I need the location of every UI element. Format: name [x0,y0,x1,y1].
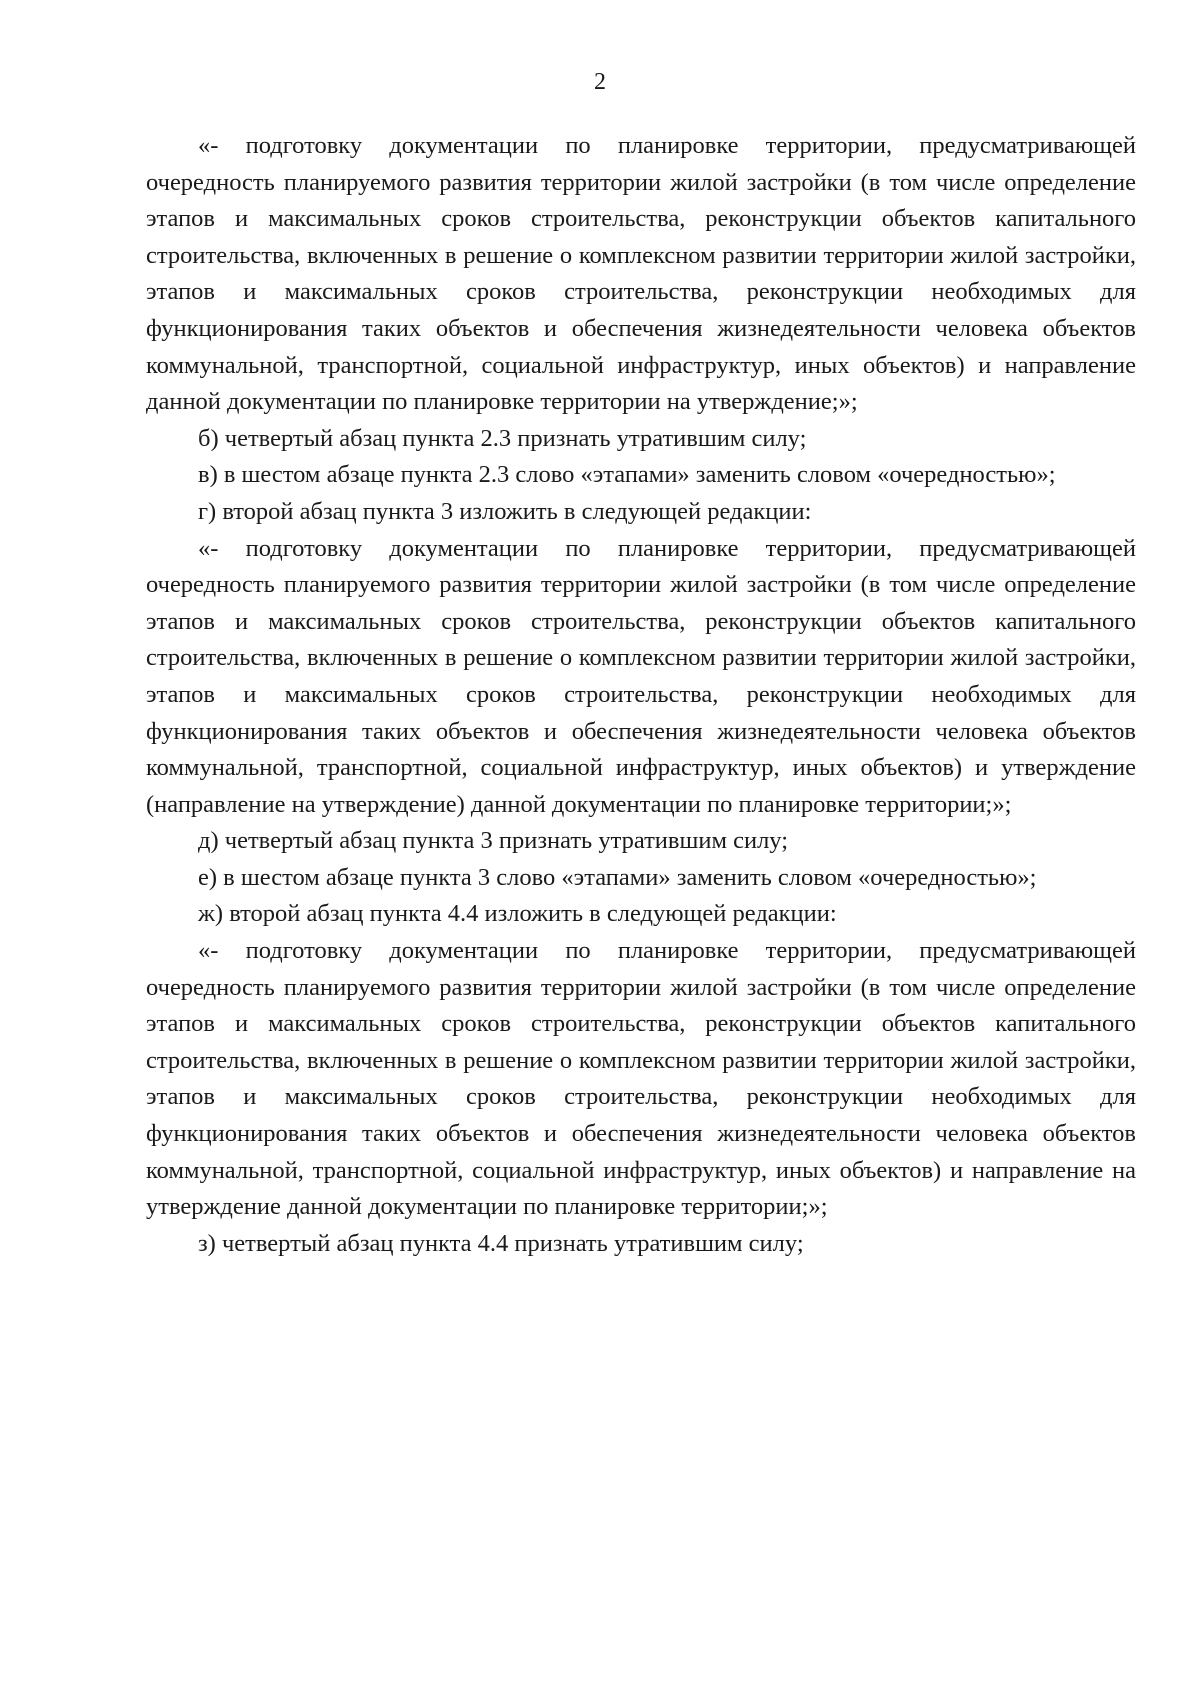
paragraph-item-d: д) четвертый абзац пункта 3 признать утратившим силу; [198,827,789,855]
paragraph-item-g: г) второй абзац пункта 3 изложить в следующей редакции: [198,497,812,525]
paragraph-item-v: в) в шестом абзаце пункта 2.3 слово «этапами» заменить словом «очередностью»; [198,461,1056,489]
paragraph-item-e: е) в шестом абзаце пункта 3 слово «этапами» заменить словом «очередностью»; [198,863,1037,891]
paragraph-item-zh: ж) второй абзац пункта 4.4 изложить в следующей редакции: [198,900,837,928]
document-body [146,128,1136,1262]
paragraph-item-b: б) четвертый абзац пункта 2.3 признать утратившим силу; [198,424,807,452]
paragraph-quote-3: «- подготовку документации по планировке территории, предусматривающей очередность планируемого развития территории жилой застройки (в том числе определение этапов и максимальных сроков строительства, реконструкции объектов капитального строительства, включенных в решение о комплексном развитии территории жилой застройки, этапов и максимальных сроков строительства, реконструкции необходимых для функционирования таких объектов и обеспечения жизнедеятельности человека объектов коммунальной, транспортной, социальной инфраструктур, иных объектов) и направление на утверждение данной документации по планировке территории;»; [146,937,1136,1221]
paragraph-quote-1: «- подготовку документации по планировке территории, предусматривающей очередность планируемого развития территории жилой застройки (в том числе определение этапов и максимальных сроков строительства, реконструкции объектов капитального строительства, включенных в решение о комплексном развитии территории жилой застройки, этапов и максимальных сроков строительства, реконструкции необходимых для функционирования таких объектов и обеспечения жизнедеятельности человека объектов коммунальной, транспортной, социальной инфраструктур, иных объектов) и направление данной документации по планировке территории на утверждение;»; [146,132,1136,416]
paragraph-item-z: з) четвертый абзац пункта 4.4 признать утратившим силу; [198,1229,804,1257]
paragraph-quote-2: «- подготовку документации по планировке территории, предусматривающей очередность планируемого развития территории жилой застройки (в том числе определение этапов и максимальных сроков строительства, реконструкции объектов капитального строительства, включенных в решение о комплексном развитии территории жилой застройки, этапов и максимальных сроков строительства, реконструкции необходимых для функционирования таких объектов и обеспечения жизнедеятельности человека объектов коммунальной, транспортной, социальной инфраструктур, иных объектов) и утверждение (направление на утверждение) данной документации по планировке территории;»; [146,534,1136,818]
page-number: 2 [594,69,606,95]
